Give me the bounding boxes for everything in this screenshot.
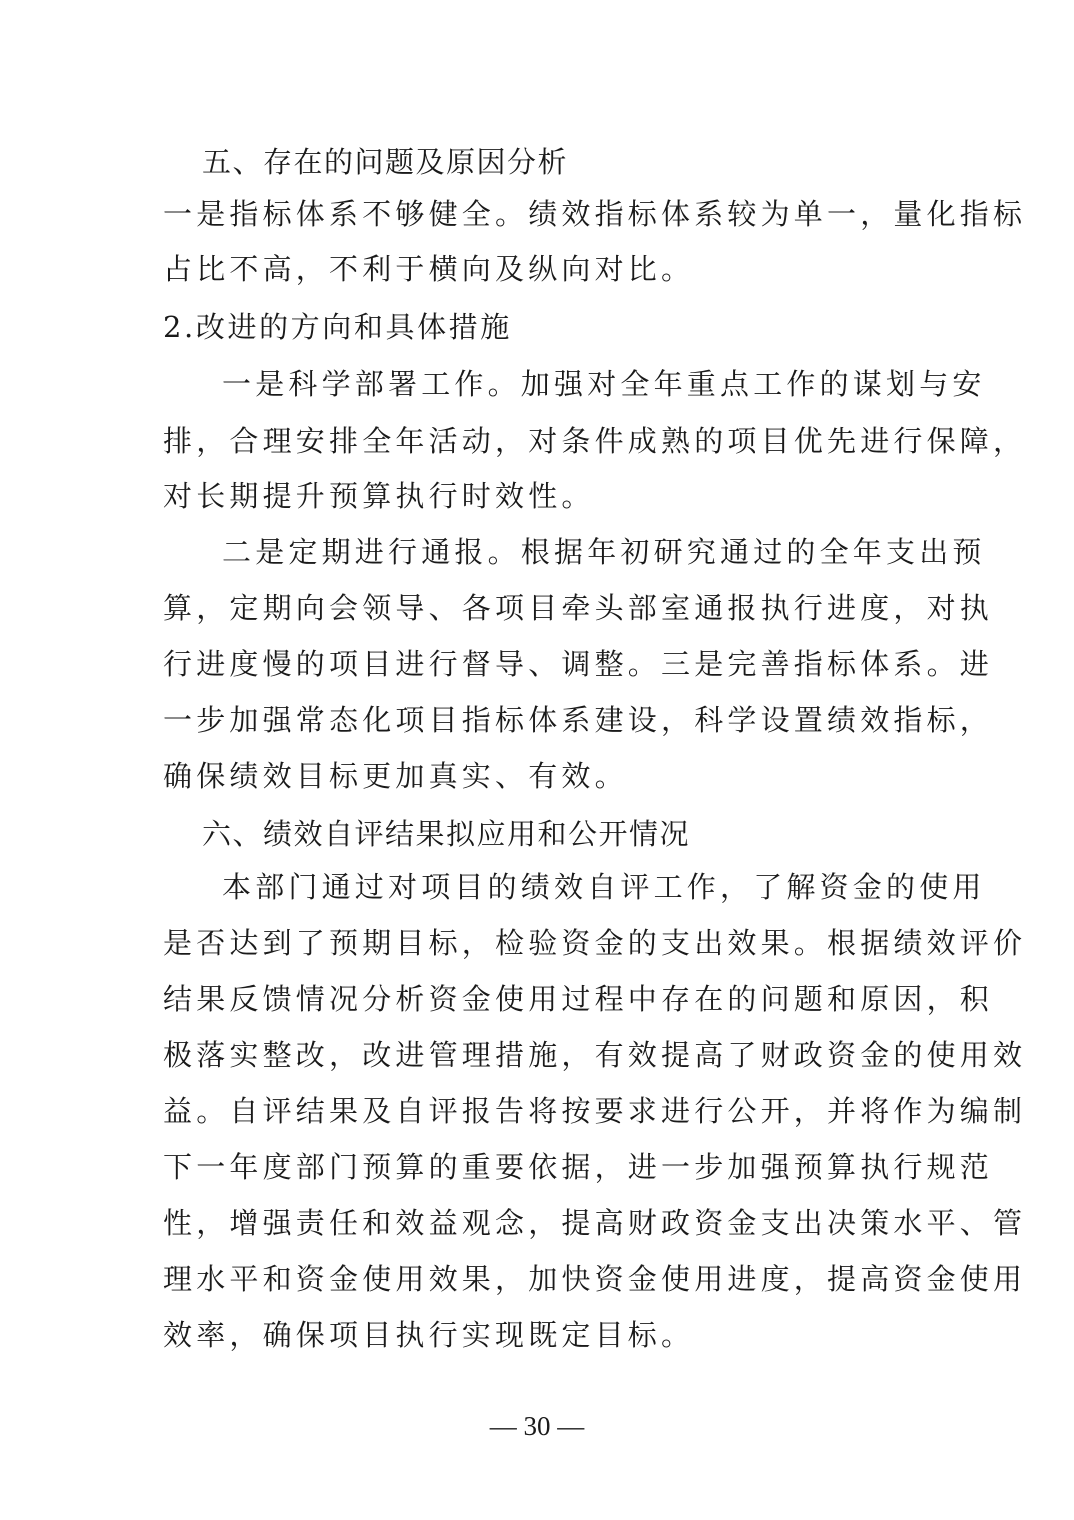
paragraph-line: 算，定期向会领导、各项目牵头部室通报执行进度，对执 (163, 591, 994, 625)
paragraph-line: 占比不高，不利于横向及纵向对比。 (163, 252, 695, 286)
paragraph-line: 下一年度部门预算的重要依据，进一步加强预算执行规范 (163, 1150, 994, 1184)
page-number: — 30 — (489, 1411, 585, 1441)
paragraph-line: 对长期提升预算执行时效性。 (163, 479, 595, 513)
paragraph-line: 效率，确保项目执行实现既定目标。 (163, 1318, 695, 1352)
section-heading-application: 六、绩效自评结果拟应用和公开情况 (202, 817, 691, 851)
paragraph-line: 结果反馈情况分析资金使用过程中存在的问题和原因，积 (163, 982, 994, 1016)
paragraph-line: 性，增强责任和效益观念，提高财政资金支出决策水平、管 (163, 1206, 1027, 1240)
paragraph-line: 一是指标体系不够健全。绩效指标体系较为单一，量化指标 (163, 197, 1027, 231)
paragraph-line: 益。自评结果及自评报告将按要求进行公开，并将作为编制 (163, 1094, 1027, 1128)
paragraph-line: 二是定期进行通报。根据年初研究通过的全年支出预 (222, 535, 986, 569)
section-heading-problems: 五、存在的问题及原因分析 (202, 145, 569, 179)
paragraph-line: 行进度慢的项目进行督导、调整。三是完善指标体系。进 (163, 647, 994, 681)
paragraph-line: 是否达到了预期目标，检验资金的支出效果。根据绩效评价 (163, 926, 1027, 960)
paragraph-line: 排，合理安排全年活动，对条件成熟的项目优先进行保障， (163, 424, 1027, 458)
paragraph-line: 确保绩效目标更加真实、有效。 (163, 759, 628, 793)
paragraph-line: 一是科学部署工作。加强对全年重点工作的谋划与安 (222, 367, 986, 401)
paragraph-line: 极落实整改，改进管理措施，有效提高了财政资金的使用效 (163, 1038, 1027, 1072)
subheading-improvement: 2.改进的方向和具体措施 (163, 310, 512, 344)
paragraph-line: 本部门通过对项目的绩效自评工作，了解资金的使用 (222, 870, 986, 904)
paragraph-line: 理水平和资金使用效果，加快资金使用进度，提高资金使用 (163, 1262, 1027, 1296)
paragraph-line: 一步加强常态化项目指标体系建设，科学设置绩效指标， (163, 703, 994, 737)
